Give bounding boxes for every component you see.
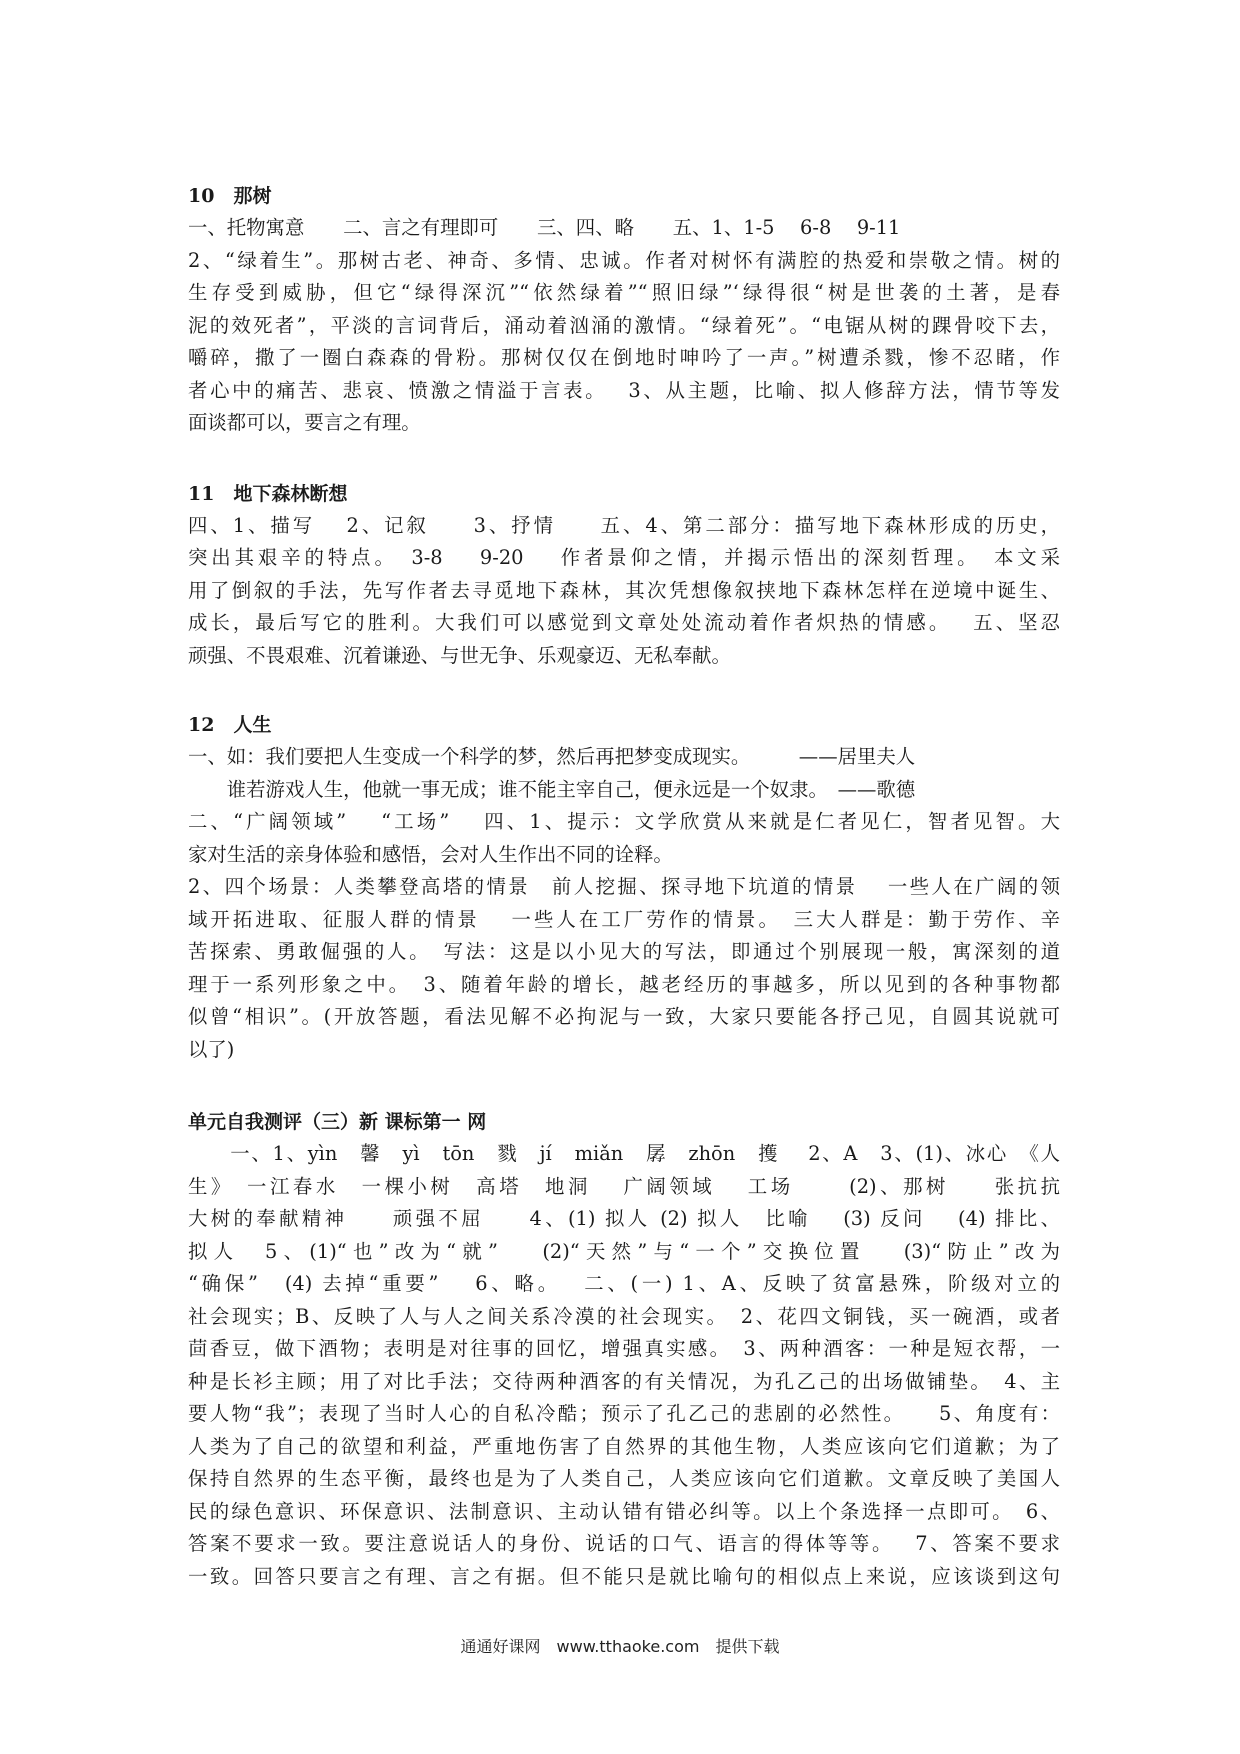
text-line: 一、托物寓意 二、言之有理即可 三、四、略 五、1、1-5 6-8 9-11 xyxy=(188,216,901,239)
section-title: 11 地下森林断想 xyxy=(188,482,348,505)
text-line: 成长，最后写它的胜利。大我们可以感觉到文章处处流动着作者炽热的情感。 五、坚忍 xyxy=(188,611,1060,634)
text-line: 茴香豆，做下酒物；表明是对往事的回忆，增强真实感。 3、两种酒客：一种是短衣帮，一 xyxy=(188,1337,1060,1360)
text-line: 一、1、yìn 馨 yì tōn 戮 jí miǎn 孱 zhōn 擭 2、A 3、(1)、冰心 《人 xyxy=(188,1142,1060,1165)
text-line: 似曾“相识”。(开放答题，看法见解不必拘泥与一致，大家只要能各抒己见，自圆其说就可 xyxy=(188,1005,1060,1028)
text-line: 嚼碎，撒了一圈白森森的骨粉。那树仅仅在倒地时呻吟了一声。”树遭杀戮，惨不忍睹，作 xyxy=(188,346,1060,369)
text-line: 2、“绿着生”。那树古老、神奇、多情、忠诚。作者对树怀有满腔的热爱和崇敬之情。树的 xyxy=(188,248,1060,272)
text-line: 人类为了自己的欲望和利益，严重地伤害了自然界的其他生物，人类应该向它们道歉；为了 xyxy=(188,1434,1060,1458)
text-line: 泥的效死者”，平淡的言词背后，涌动着汹涌的激情。“绿着死”。“电锯从树的踝骨咬下去， xyxy=(188,313,1060,337)
text-line: 民的绿色意识、环保意识、法制意识、主动认错有错必纠等。以上个条选择一点即可。 6、 xyxy=(188,1499,1060,1523)
section-11 xyxy=(188,478,1060,673)
text-line: 四、1、描写 2、记叙 3、抒情 五、4、第二部分：描写地下森林形成的历史， xyxy=(188,513,1060,537)
text-line: 理于一系列形象之中。 3、随着年龄的增长，越老经历的事越多，所以见到的各种事物都 xyxy=(188,972,1060,996)
text-line: 社会现实；B、反映了人与人之间关系冷漠的社会现实。 2、花四文铜钱，买一碗酒，或者 xyxy=(188,1304,1060,1328)
text-line: 顽强、不畏艰难、沉着谦逊、与世无争、乐观豪迈、无私奉献。 xyxy=(188,643,731,667)
section-12 xyxy=(188,709,1060,1066)
text-line: 大树的奉献精神 顽强不屈 4、(1) 拟人 (2) 拟人 比喻 (3) 反问 (4) 排比、 xyxy=(188,1207,1060,1230)
text-line: 生存受到威胁，但它“绿得深沉”“依然绿着”“照旧绿”‘绿得很“树是世袭的土著，是春 xyxy=(188,281,1060,304)
document-body xyxy=(188,180,1060,1593)
text-line: “确保” (4) 去掉“重要” 6、略。 二、(一) 1、A、反映了贫富悬殊，阶级对立的 xyxy=(188,1272,1060,1295)
text-line: 一、如：我们要把人生变成一个科学的梦，然后再把梦变成现实。 ——居里夫人 xyxy=(188,745,916,768)
section-title: 12 人生 xyxy=(188,714,272,736)
text-line: 以了) xyxy=(188,1037,235,1061)
text-line: 保持自然界的生态平衡，最终也是为了人类自己，人类应该向它们道歉。文章反映了美国人 xyxy=(188,1467,1060,1490)
text-line: 要人物“我”；表现了当时人心的自私冷酷；预示了孔乙己的悲剧的必然性。 5、角度有： xyxy=(188,1402,1060,1425)
text-line: 域开拓进取、征服人群的情景 一些人在工厂劳作的情景。 三大人群是：勤于劳作、辛 xyxy=(188,907,1060,931)
text-line: 生》 一江春水 一棵小树 高塔 地洞 广阔领域 工场 (2)、那树 张抗抗 xyxy=(188,1174,1060,1198)
text-line: 谁若游戏人生，他就一事无成；谁不能主宰自己，便永远是一个奴隶。 ——歌德 xyxy=(188,777,916,801)
text-line: 用了倒叙的手法，先写作者去寻觅地下森林，其次凭想像叙挟地下森林怎样在逆境中诞生、 xyxy=(188,578,1060,602)
text-line: 拟人 5、(1)“也”改为“就” (2)“天然”与“一个”交换位置 (3)“防止”改为 xyxy=(188,1239,1060,1263)
text-line: 者心中的痛苦、悲哀、愤激之情溢于言表。 3、从主题，比喻、拟人修辞方法，情节等发 xyxy=(188,378,1060,402)
text-line: 二、“广阔领域” “工场” 四、1、提示：文学欣赏从来就是仁者见仁，智者见智。大 xyxy=(188,810,1060,833)
text-line: 面谈都可以，要言之有理。 xyxy=(188,411,421,434)
text-line: 答案不要求一致。要注意说话人的身份、说话的口气、语言的得体等等。 7、答案不要求 xyxy=(188,1532,1060,1555)
text-line: 一致。回答只要言之有理、言之有据。但不能只是就比喻句的相似点上来说，应该谈到这句 xyxy=(188,1564,1060,1588)
text-line: 家对生活的亲身体验和感悟，会对人生作出不同的诠释。 xyxy=(188,842,673,866)
page-footer: 通通好课网 www.tthaoke.com 提供下载 xyxy=(460,1637,780,1656)
section-title: 10 那树 xyxy=(188,185,272,207)
text-line: 种是长衫主顾；用了对比手法；交待两种酒客的有关情况，为孔乙己的出场做铺垫。 4、主 xyxy=(188,1369,1060,1393)
section-10 xyxy=(188,180,1060,440)
section-title: 单元自我测评（三）新 课标第一 网 xyxy=(188,1111,487,1133)
text-line: 突出其艰辛的特点。 3-8 9-20 作者景仰之情，并揭示悟出的深刻哲理。 本文采 xyxy=(188,546,1060,569)
section-unit-test xyxy=(188,1106,1060,1593)
text-line: 苦探索、勇敢倔强的人。 写法：这是以小见大的写法，即通过个别展现一般，寓深刻的道 xyxy=(188,940,1060,963)
text-line: 2、四个场景：人类攀登高塔的情景 前人挖掘、探寻地下坑道的情景 一些人在广阔的领 xyxy=(188,875,1060,898)
